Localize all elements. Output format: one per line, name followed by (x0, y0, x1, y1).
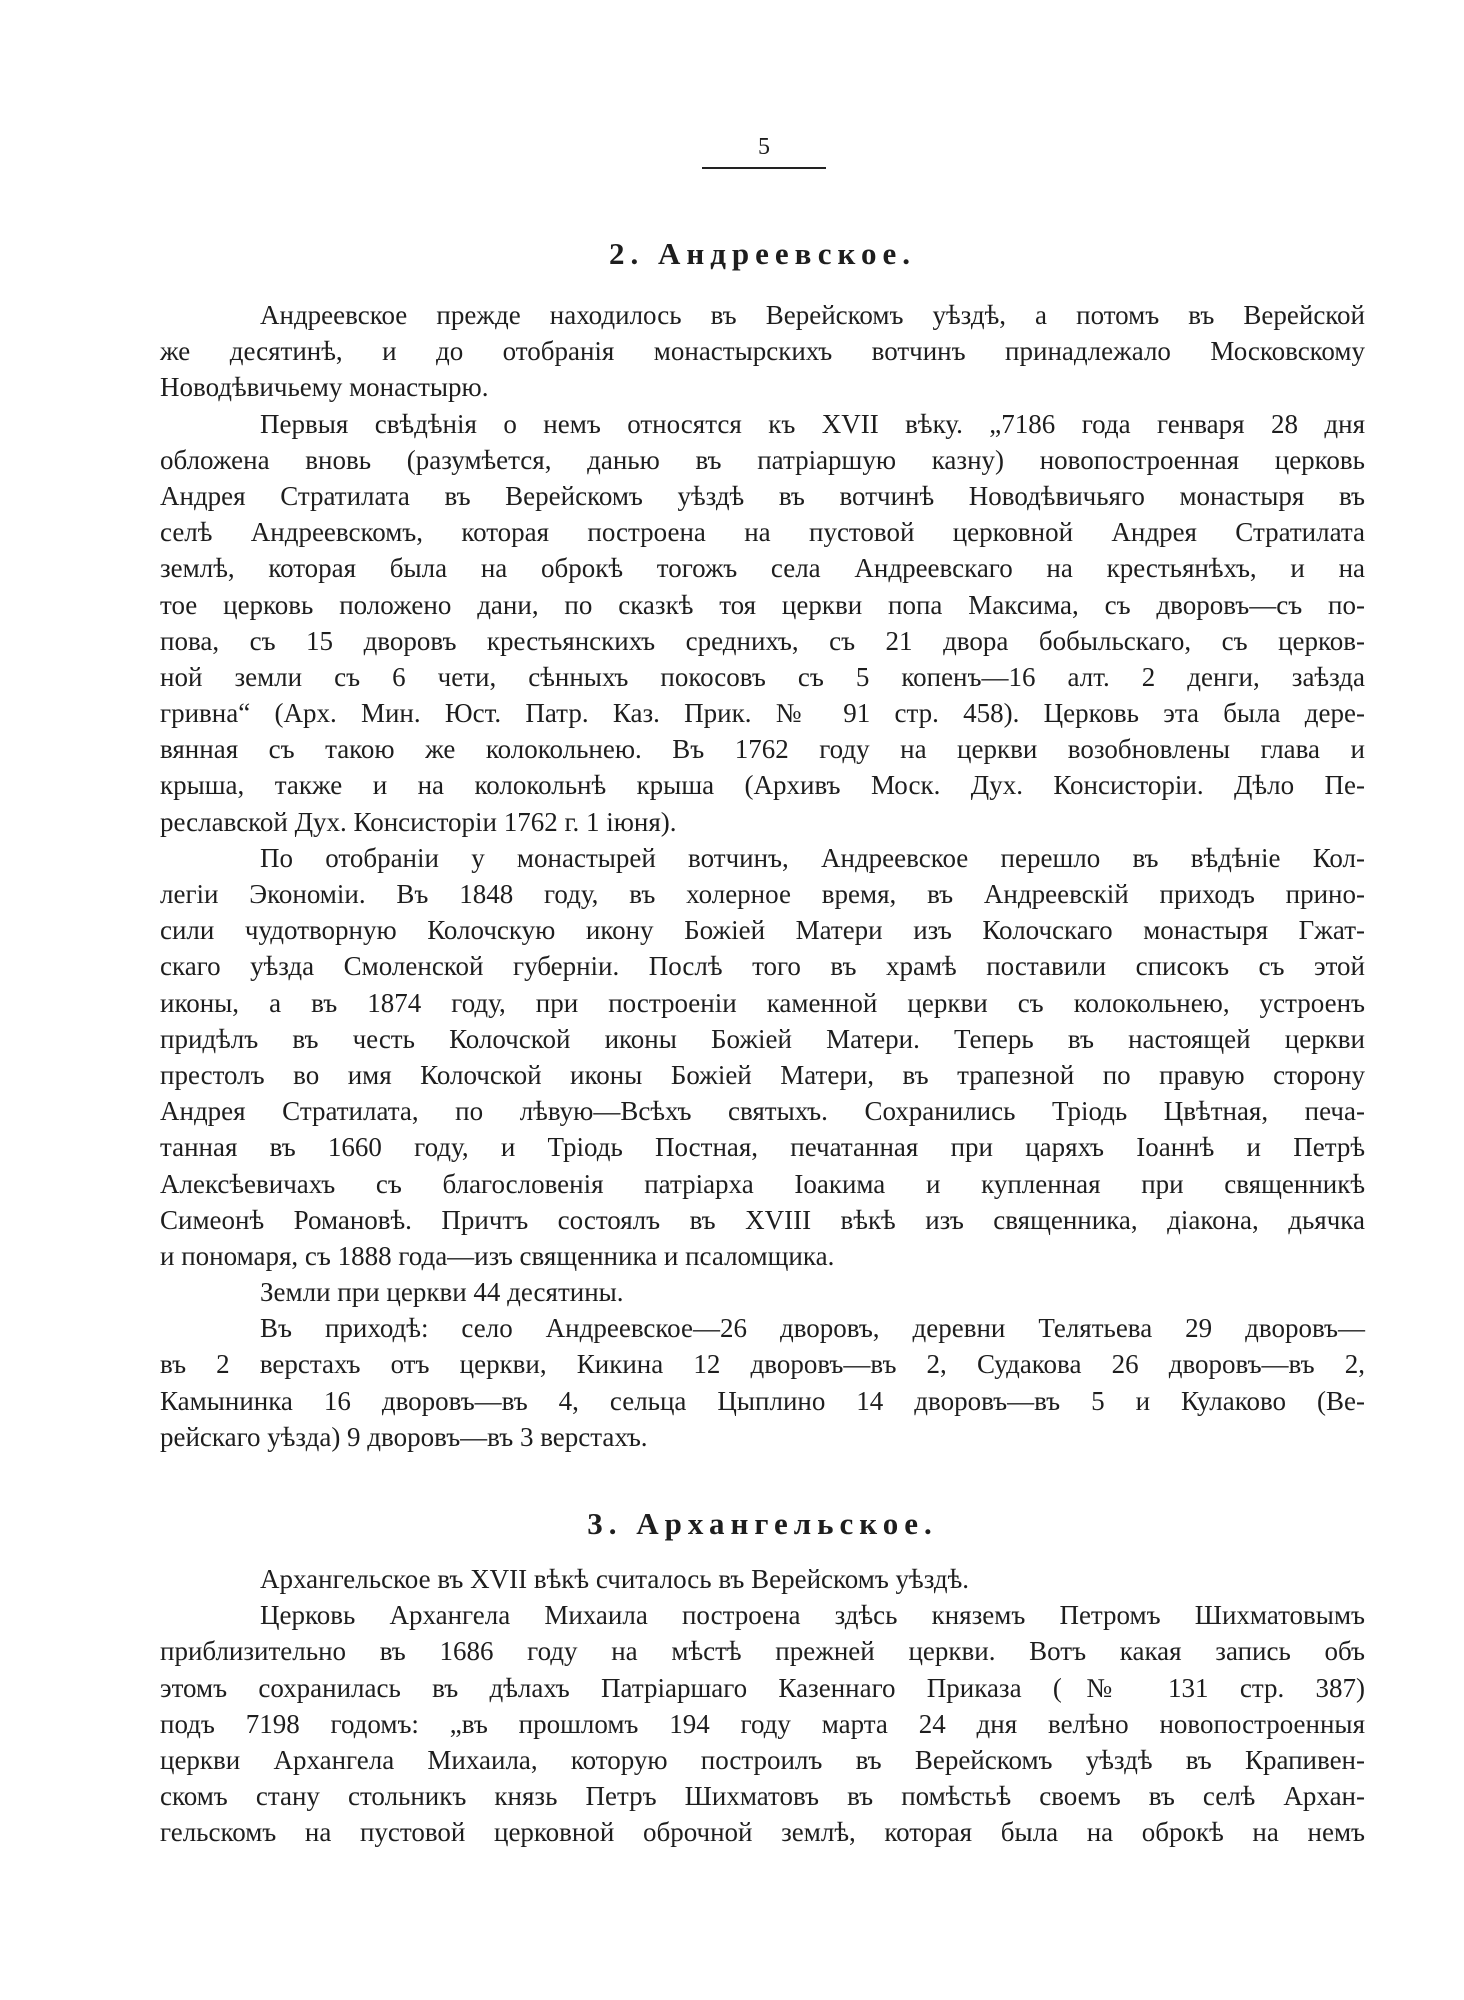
paragraph (160, 1561, 1365, 1597)
page-number-rule (702, 167, 826, 169)
text-line: скаго уѣзда Смоленской губерніи. Послѣ того въ храмѣ поставили списокъ съ этой (160, 951, 1365, 982)
text-line: Камынинка 16 дворовъ—въ 4, сельца Цыплино 14 дворовъ—въ 5 и Кулаково (Ве- (160, 1385, 1365, 1416)
paragraph (160, 1310, 1365, 1455)
text-line: Земли при церкви 44 десятины. (260, 1277, 624, 1308)
section-heading: 3. Архангельское. (587, 1506, 938, 1541)
paragraph (160, 1597, 1365, 1850)
text-line: Андрея Стратилата въ Верейскомъ уѣздѣ въ вотчинѣ Новодѣвичьяго монастыря въ (160, 480, 1365, 511)
text-line: же десятинѣ, и до отобранія монастырскихъ вотчинъ принадлежало Московскому (160, 336, 1365, 367)
text-line: обложена вновь (разумѣется, данью въ патріаршую казну) новопостроенная церковь (160, 444, 1365, 475)
text-line: селѣ Андреевскомъ, которая построена на пустовой церковной Андрея Стратилата (160, 517, 1365, 548)
text-line: По отобраніи у монастырей вотчинъ, Андреевское перешло въ вѣдѣніе Кол- (260, 842, 1365, 873)
text-line: Первыя свѣдѣнія о немъ относятся къ XVII вѣку. „7186 года генваря 28 дня (260, 408, 1365, 439)
text-line: гривна“ (Арх. Мин. Юст. Патр. Каз. Прик. № 91 стр. 458). Церковь эта была дере- (160, 698, 1365, 729)
text-line: церкви Архангела Михаила, которую построилъ въ Верейскомъ уѣздѣ въ Крапивен- (160, 1744, 1365, 1775)
text-line: сили чудотворную Колочскую икону Божіей Матери изъ Колочскаго монастыря Гжат- (160, 915, 1365, 946)
text-line: Алексѣевичахъ съ благословенія патріарха Іоакима и купленная при священникѣ (160, 1168, 1365, 1199)
text-line: Церковь Архангела Михаила построена здѣсь княземъ Петромъ Шихматовымъ (260, 1600, 1365, 1631)
text-line: Новодѣвичьему монастырю. (160, 372, 489, 403)
paragraph (160, 406, 1365, 840)
text-line: вянная съ такою же колокольнею. Въ 1762 году на церкви возобновлены глава и (160, 734, 1365, 765)
text-line: иконы, а въ 1874 году, при построеніи каменной церкви съ колокольнею, устроенъ (160, 987, 1365, 1018)
paragraph (160, 1274, 1365, 1310)
section-heading: 2. Андреевское. (608, 236, 917, 271)
paragraph (160, 840, 1365, 1274)
text-line: престолъ во имя Колочской иконы Божіей Матери, въ трапезной по правую сторону (160, 1059, 1365, 1090)
text-line: Архангельское въ XVII вѣкѣ считалось въ Верейскомъ уѣздѣ. (260, 1564, 970, 1594)
text-line: землѣ, которая была на оброкѣ тогожъ села Андреевскаго на крестьянѣхъ, и на (160, 553, 1365, 584)
text-line: Въ приходѣ: село Андреевское—26 дворовъ, деревни Телятьева 29 дворовъ— (260, 1313, 1365, 1344)
text-line: танная въ 1660 году, и Тріодь Постная, печатанная при царяхъ Іоаннѣ и Петрѣ (160, 1132, 1365, 1163)
text-line: гельскомъ на пустовой церковной оброчной землѣ, которая была на оброкѣ на немъ (160, 1817, 1365, 1848)
text-line: подъ 7198 годомъ: „въ прошломъ 194 году марта 24 дня велѣно новопостроенныя (160, 1708, 1365, 1739)
text-line: этомъ сохранилась въ дѣлахъ Патріаршаго Казеннаго Приказа (№ 131 стр. 387) (160, 1672, 1365, 1703)
section-body (160, 1561, 1365, 1851)
text-line: реславской Дух. Консисторіи 1762 г. 1 іюня). (160, 806, 677, 837)
text-line: Андреевское прежде находилось въ Верейскомъ уѣздѣ, а потомъ въ Верейской (260, 300, 1365, 330)
text-line: пова, съ 15 дворовъ крестьянскихъ среднихъ, съ 21 двора бобыльскаго, съ церков- (160, 625, 1365, 656)
text-line: и пономаря, съ 1888 года—изъ священника и псаломщика. (160, 1240, 835, 1271)
text-line: Симеонѣ Романовѣ. Причтъ состоялъ въ XVIII вѣкѣ изъ священника, діакона, дьячка (160, 1204, 1365, 1235)
text-line: крыша, также и на колокольнѣ крыша (Архивъ Моск. Дух. Консисторіи. Дѣло Пе- (160, 770, 1365, 801)
text-line: въ 2 верстахъ отъ церкви, Кикина 12 дворовъ—въ 2, Судакова 26 дворовъ—въ 2, (160, 1349, 1365, 1380)
text-line: легіи Экономіи. Въ 1848 году, въ холерное время, въ Андреевскій приходъ прино- (160, 879, 1365, 909)
page-number: 5 (758, 134, 770, 160)
text-line: приблизительно въ 1686 году на мѣстѣ прежней церкви. Вотъ какая запись объ (160, 1636, 1365, 1667)
paragraph (160, 297, 1365, 406)
text-line: рейскаго уѣзда) 9 дворовъ—въ 3 верстахъ. (160, 1421, 648, 1452)
text-line: тое церковь положено дани, по сказкѣ тоя церкви попа Максима, съ дворовъ—съ по- (160, 589, 1365, 620)
text-line: Андрея Стратилата, по лѣвую—Всѣхъ святыхъ. Сохранились Тріодь Цвѣтная, печа- (160, 1096, 1365, 1127)
text-line: скомъ стану стольникъ князь Петръ Шихматовъ въ помѣстьѣ своемъ въ селѣ Архан- (160, 1781, 1365, 1812)
text-line: ной земли съ 6 чети, сѣнныхъ покосовъ съ 5 копенъ—16 алт. 2 денги, заѣзда (160, 661, 1365, 692)
section-body (160, 297, 1365, 1455)
text-line: придѣлъ въ честь Колочской иконы Божіей Матери. Теперь въ настоящей церкви (160, 1023, 1365, 1054)
